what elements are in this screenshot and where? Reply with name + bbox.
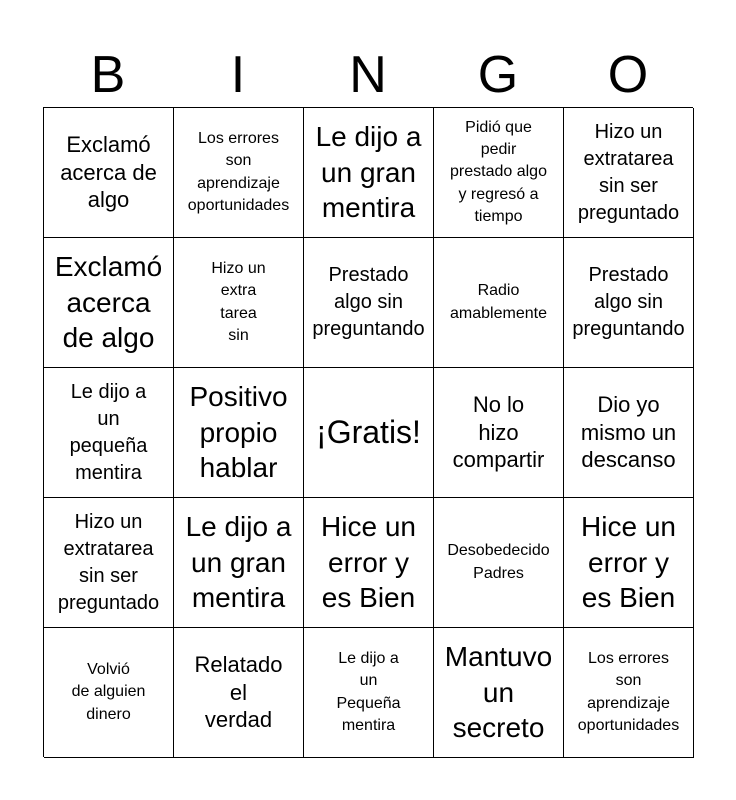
header-letter-n: N [349, 46, 387, 104]
bingo-cell[interactable]: Positivo propio hablar [174, 368, 304, 498]
bingo-cell[interactable]: Exclamó acerca de algo [44, 238, 174, 368]
bingo-cell[interactable]: Mantuvo un secreto [434, 628, 564, 758]
header-letter-i: I [230, 46, 246, 104]
bingo-cell[interactable]: Hice un error y es Bien [564, 498, 694, 628]
bingo-header [43, 44, 693, 106]
free-space-cell[interactable]: ¡Gratis! [304, 368, 434, 498]
bingo-cell[interactable]: Le dijo a un pequeña mentira [44, 368, 174, 498]
header-letter-o: O [607, 46, 649, 104]
bingo-cell[interactable]: Hice un error y es Bien [304, 498, 434, 628]
bingo-cell[interactable]: No lo hizo compartir [434, 368, 564, 498]
bingo-cell[interactable]: Pidió que pedir prestado algo y regresó a tiempo [434, 108, 564, 238]
bingo-cell[interactable]: Le dijo a un gran mentira [304, 108, 434, 238]
bingo-cell[interactable]: Los errores son aprendizaje oportunidades [174, 108, 304, 238]
bingo-cell[interactable]: Hizo un extratarea sin ser preguntado [44, 498, 174, 628]
bingo-cell[interactable]: Le dijo a un gran mentira [174, 498, 304, 628]
bingo-cell[interactable]: Radio amablemente [434, 238, 564, 368]
bingo-cell[interactable]: Hizo un extratarea sin ser preguntado [564, 108, 694, 238]
header-letter-g: G [477, 46, 519, 104]
bingo-cell[interactable]: Hizo un extra tarea sin [174, 238, 304, 368]
bingo-cell[interactable]: Desobedecido Padres [434, 498, 564, 628]
bingo-cell[interactable]: Relatado el verdad [174, 628, 304, 758]
header-letter-b: B [90, 46, 126, 104]
bingo-cell[interactable]: Le dijo a un Pequeña mentira [304, 628, 434, 758]
bingo-cell[interactable]: Prestado algo sin preguntando [564, 238, 694, 368]
bingo-cell[interactable]: Exclamó acerca de algo [44, 108, 174, 238]
bingo-cell[interactable]: Los errores son aprendizaje oportunidades [564, 628, 694, 758]
bingo-cell[interactable]: Volvió de alguien dinero [44, 628, 174, 758]
bingo-cell[interactable]: Dio yo mismo un descanso [564, 368, 694, 498]
bingo-cell[interactable]: Prestado algo sin preguntando [304, 238, 434, 368]
bingo-card-grid [43, 107, 693, 757]
